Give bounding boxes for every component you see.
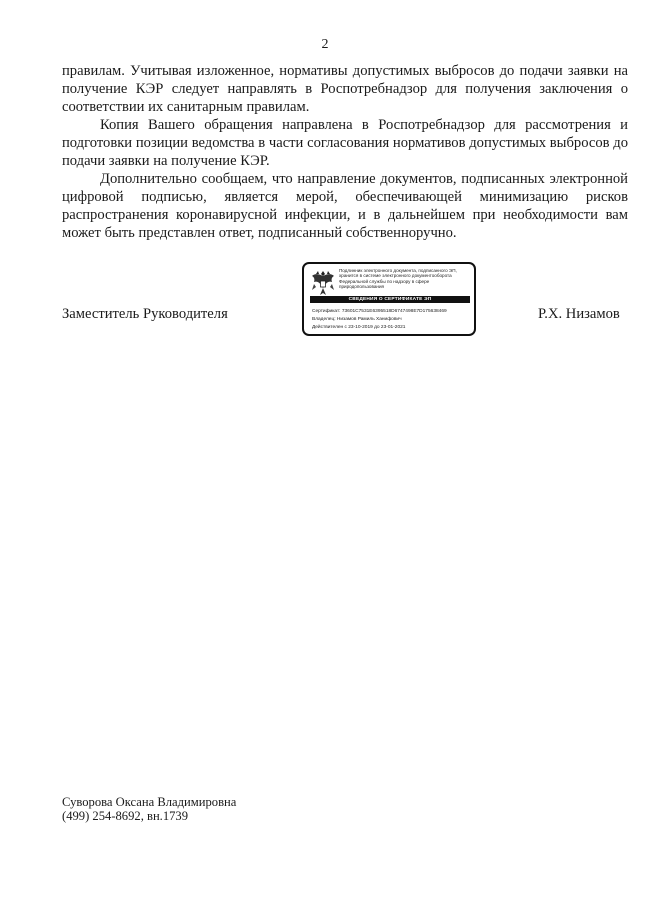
contact-person-name: Суворова Оксана Владимировна	[62, 795, 237, 809]
signatory-name: Р.Х. Низамов	[538, 306, 620, 322]
stamp-header-line: природопользования	[339, 284, 385, 290]
contact-phone: (499) 254-8692, вн.1739	[62, 809, 189, 823]
stamp-header-line: хранится в системе электронного документооборота	[339, 273, 452, 279]
stamp-header	[339, 268, 474, 290]
paragraph-copy-forwarded: Копия Вашего обращения направлена в Роспотребнадзор для рассмотрения и подготовки позиции ведомства в части согласования нормативов допустимых выбросов до подачи заявки на получение КЭР.	[62, 117, 628, 169]
letter-body	[62, 62, 628, 242]
stamp-validity: Действителен с 23-10-2019 до 23-01-2021	[312, 325, 406, 330]
electronic-signature-stamp	[302, 262, 476, 336]
paragraph-continuation: правилам. Учитывая изложенное, нормативы допустимых выбросов до подачи заявки на получение КЭР следует направлять в Роспотребнадзор для получения заключения о соответствии их санитарным правилам.	[62, 63, 628, 115]
stamp-certificate-number: Сертификат: 73601C7531E6395518D6747498E7D175638469	[312, 309, 447, 314]
paragraph-additional-info: Дополнительно сообщаем, что направление документов, подписанных электронной цифровой подписью, является мерой, обеспечивающей минимизацию рисков распространения коронавирусной инфекции, и в дальнейшем при необходимости вам может быть представлен ответ, подписанный собственноручно.	[62, 171, 628, 241]
stamp-owner: Владелец: Низамов Рамиль Ханифович	[312, 317, 402, 322]
stamp-header-line: Подлинник электронного документа, подписанного ЭП,	[339, 268, 457, 273]
stamp-certificate-bar: СВЕДЕНИЯ О СЕРТИФИКАТЕ ЭП	[310, 296, 470, 303]
double-headed-eagle-emblem-icon	[310, 268, 336, 298]
signatory-title: Заместитель Руководителя	[62, 306, 228, 322]
page-number: 2	[321, 37, 329, 52]
stamp-header-line: Федеральной службы по надзору в сфере	[339, 278, 430, 284]
